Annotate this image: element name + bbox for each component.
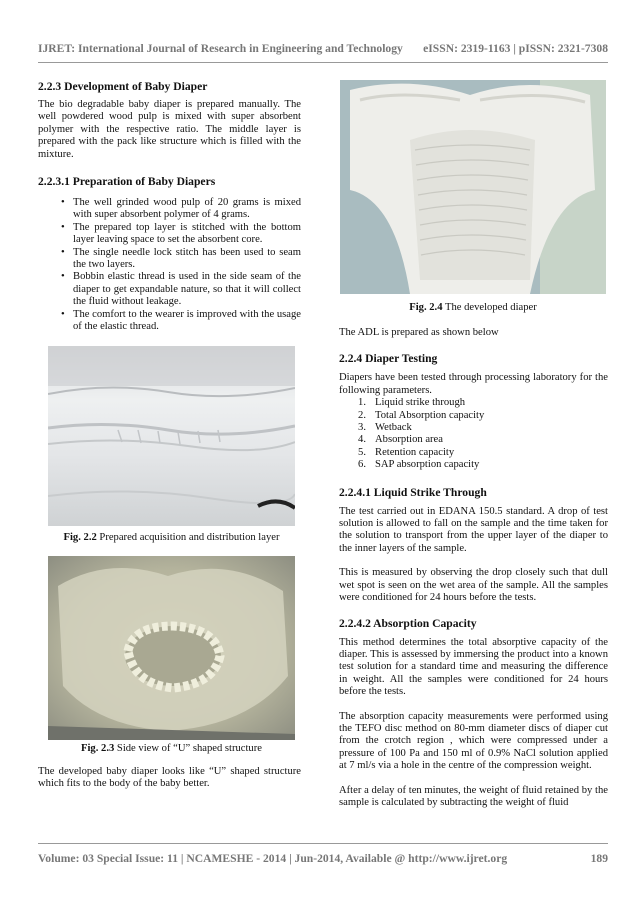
figure-2-2-caption: Fig. 2.2 Prepared acquisition and distribution layer xyxy=(63,532,280,543)
test-parameter-list xyxy=(339,397,608,471)
list-item: • The comfort to the wearer is improved with the usage of the elastic thread. xyxy=(38,309,301,334)
figure-2-4-caption: Fig. 2.4 The developed diaper xyxy=(409,302,537,313)
issn-info: eISSN: 2319-1163 | pISSN: 2321-7308 xyxy=(423,42,608,55)
list-item: 3. Wetback xyxy=(358,422,412,434)
running-header xyxy=(38,42,608,55)
list-item: • The well grinded wood pulp of 20 grams is mixed with super absorbent polymer of 4 grams. xyxy=(38,197,301,222)
u-shaped-structure-image xyxy=(48,556,295,740)
list-item: • The prepared top layer is stitched with the bottom layer leaving space to set the absorbent core. xyxy=(38,222,301,247)
preparation-list xyxy=(38,197,301,333)
section-paragraph: After a delay of ten minutes, the weight of fluid retained by the sample is calculated by subtracting the weight of fluid xyxy=(339,784,608,808)
header-rule xyxy=(38,62,608,63)
list-item: 2. Total Absorption capacity xyxy=(358,409,485,421)
section-paragraph: The test carried out in EDANA 150.5 standard. A drop of test solution is allowed to fall on the sample and the time taken for the solution to transport from the upper layer of the diaper to the inner layers of the sample. xyxy=(339,505,608,554)
list-item: 4. Absorption area xyxy=(358,434,443,446)
section-heading-2-2-4-1: 2.2.4.1 Liquid Strike Through xyxy=(339,485,487,499)
volume-info: Volume: 03 Special Issue: 11 | NCAMESHE - 2014 | Jun-2014, Available @ http://www.ijret.org xyxy=(38,852,508,865)
page-number: 189 xyxy=(590,852,608,865)
figure-2-3-photo xyxy=(48,556,295,740)
figure-2-4-photo xyxy=(340,80,606,294)
section-heading-2-2-4-2: 2.2.4.2 Absorption Capacity xyxy=(339,616,477,630)
journal-title: IJRET: International Journal of Research in Engineering and Technology xyxy=(38,42,403,55)
list-item: • The single needle lock stitch has been used to seam the two layers. xyxy=(38,247,301,272)
section-paragraph: This method determines the total absorptive capacity of the diaper. This is assessed by immersing the product into a known test solution for a standard time and measuring the difference in weight. All the samples were conditioned for 24 hours before the tests. xyxy=(339,636,608,698)
list-item: 1. Liquid strike through xyxy=(358,397,466,409)
section-heading-2-2-4: 2.2.4 Diaper Testing xyxy=(339,352,438,366)
section-heading-2-2-3-1: 2.2.3.1 Preparation of Baby Diapers xyxy=(38,175,216,189)
closing-paragraph: The developed baby diaper looks like “U” shaped structure which fits to the body of the baby better. xyxy=(38,766,301,790)
left-column-bottom xyxy=(38,766,301,791)
developed-diaper-image xyxy=(340,80,606,294)
footer-rule xyxy=(38,843,608,844)
section-paragraph: Diapers have been tested through processing laboratory for the following parameters. xyxy=(339,372,608,396)
adl-layer-image xyxy=(48,346,295,526)
list-item: • Bobbin elastic thread is used in the side seam of the diaper to get expandable nature, so that it will collect the fluid without leakage. xyxy=(38,271,301,308)
running-footer xyxy=(38,852,608,865)
right-column xyxy=(339,327,608,809)
list-item: 5. Retention capacity xyxy=(358,446,455,458)
list-item: 6. SAP absorption capacity xyxy=(358,459,480,471)
section-paragraph: This is measured by observing the drop closely such that dull wet spot is seen on the wet area of the sample. All the samples were conditioned for 24 hours before the tests. xyxy=(339,567,608,604)
figure-2-2-photo xyxy=(48,346,295,526)
section-paragraph: The bio degradable baby diaper is prepared manually. The well powdered wood pulp is mixed with super absorbent polymer with the respective ratio. The middle layer is prepared with the pack like structure which is filled with the mixture. xyxy=(38,99,301,160)
section-heading-2-2-3: 2.2.3 Development of Baby Diaper xyxy=(38,80,208,93)
adl-paragraph: The ADL is prepared as shown below xyxy=(339,327,499,338)
section-paragraph: The absorption capacity measurements were performed using the TEFO disc method on 80-mm diameter discs of diaper cut from the crotch region , which were compressed under a pressure of 100 Pa and 150 ml of 0.9% NaCl solution applied at 7 ml/s via a hole in the centre of the compression weight. xyxy=(339,710,608,772)
figure-2-3-caption: Fig. 2.3 Side view of “U” shaped structure xyxy=(81,743,262,754)
left-column-top xyxy=(38,80,301,334)
